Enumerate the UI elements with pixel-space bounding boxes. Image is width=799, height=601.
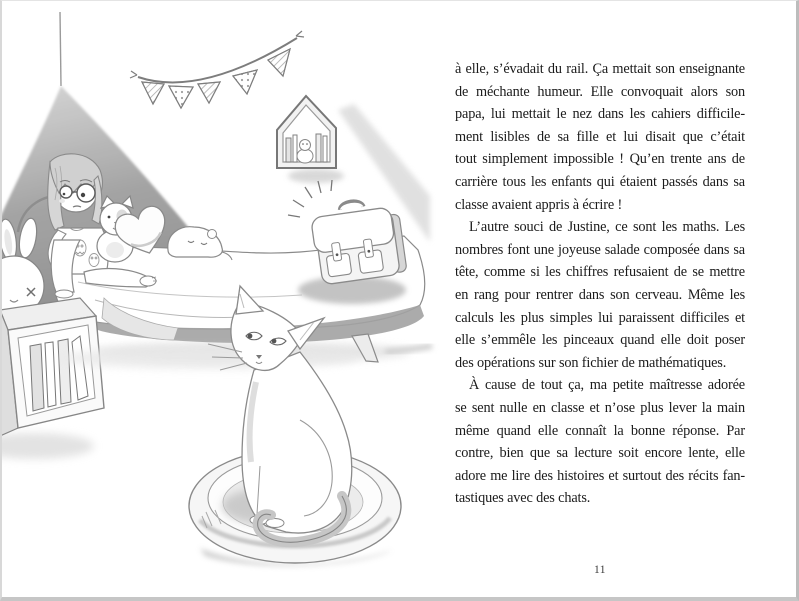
text-line: tastiques avec des chats. <box>455 490 591 507</box>
text-line: elle s’emmêle les pinceaux quand elle doit poser <box>455 332 745 349</box>
text-line: À cause de tout ça, ma petite maîtresse adorée <box>469 377 745 394</box>
text-line: L’autre souci de Justine, ce sont les maths. Les <box>469 219 745 236</box>
text-line: se sent nulle en classe et n’ose plus lever la main <box>455 399 745 416</box>
paragraph <box>455 58 745 216</box>
floor-shading <box>60 347 360 369</box>
text-line: même quand elle connaît la bonne réponse. Par <box>455 422 745 439</box>
paragraph <box>455 374 745 510</box>
bird-figurine <box>297 140 313 164</box>
text-line: tout simplement impossible ! Qu’en trente ans de <box>455 151 745 168</box>
paragraph <box>455 216 745 374</box>
bunting-flags <box>130 31 304 108</box>
text-line: nombres font une joyeuse salade composée dans sa <box>455 241 745 258</box>
text-line: tête, comme si les chiffres refusaient de se mettre <box>455 264 745 281</box>
text-line: des opérations sur son fichier de mathématiques. <box>455 354 727 371</box>
text-line: ment lisibles de sa fille et lui disait que c’était <box>455 128 745 145</box>
text-line: classe avaient appris à écrire ! <box>455 196 623 213</box>
page-number: 11 <box>593 564 607 576</box>
text-line: carrière tous les enfants qui étaient passés dans sa <box>455 173 745 190</box>
text-line: papa, lui mettait le nez dans les cahiers difficile- <box>455 106 745 123</box>
text-column <box>455 58 745 510</box>
school-satchel <box>288 180 407 304</box>
text-line: de méchante humeur. Elle convoquait alors son <box>455 83 745 100</box>
bookshelf <box>0 298 104 459</box>
text-line: calculs les plus simples lui paraissent difficiles et <box>455 309 745 326</box>
text-line: adore me lire des histoires et surtout des récits fan- <box>455 467 745 484</box>
text-line: à elle, s’évadait du rail. Ça mettait son enseignante <box>455 61 745 77</box>
house-shelf <box>277 96 344 183</box>
text-line: contre, bien que sa lecture soit encore lente, elle <box>455 445 745 462</box>
text-line: en rang pour rentrer dans son cerveau. Même les <box>455 286 745 303</box>
emphasis-rays <box>288 180 332 217</box>
